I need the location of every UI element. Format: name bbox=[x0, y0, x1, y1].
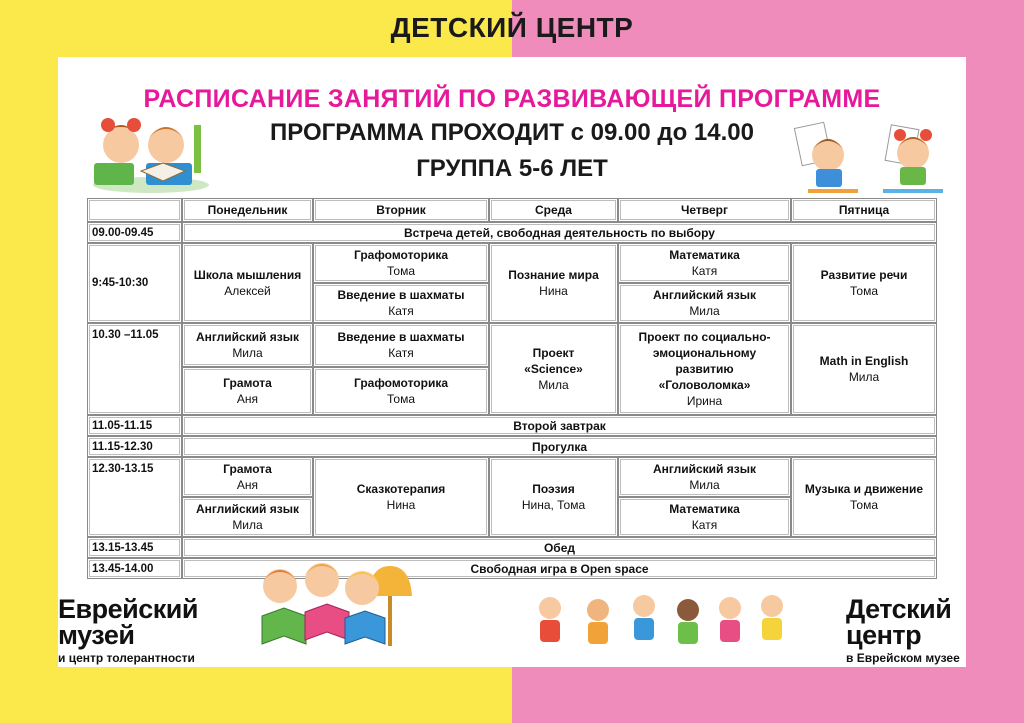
lesson-teacher: Ирина bbox=[686, 394, 723, 408]
lesson-teacher: Тома bbox=[850, 284, 878, 298]
lesson-title: Английский язык bbox=[196, 502, 299, 516]
schedule-hours: ПРОГРАММА ПРОХОДИТ с 09.00 до 14.00 bbox=[270, 119, 754, 146]
lesson-cell bbox=[489, 243, 618, 323]
lesson-teacher: Мила bbox=[232, 346, 263, 360]
common-activity-cell: Прогулка bbox=[182, 436, 937, 457]
lesson-teacher: Катя bbox=[691, 518, 718, 532]
lesson-teacher: Нина, Тома bbox=[521, 498, 586, 512]
lesson-cell bbox=[182, 367, 313, 415]
lesson-title: Графомоторика bbox=[353, 376, 449, 390]
kids-with-books-illustration bbox=[250, 556, 420, 664]
lesson-cell bbox=[182, 243, 313, 323]
day-header-wednesday: Среда bbox=[489, 198, 618, 222]
lesson-title: Музыка и движение bbox=[804, 482, 924, 496]
lesson-cell bbox=[182, 497, 313, 537]
lesson-title: Грамота bbox=[223, 462, 272, 476]
common-activity-cell: Встреча детей, свободная деятельность по выбору bbox=[182, 222, 937, 243]
logo-line: Еврейский bbox=[58, 594, 198, 624]
jewish-museum-logo bbox=[58, 596, 198, 665]
common-activity-cell: Обед bbox=[182, 537, 937, 558]
lesson-cell bbox=[313, 457, 489, 537]
lesson-title: Математика bbox=[669, 502, 740, 516]
lesson-teacher: Катя bbox=[388, 346, 414, 360]
time-cell: 12.30-13.15 bbox=[87, 457, 182, 537]
lesson-title: Английский язык bbox=[653, 288, 756, 302]
lesson-title: Познание мира bbox=[508, 268, 599, 282]
lesson-teacher: Алексей bbox=[224, 284, 271, 298]
logo-line: музей bbox=[58, 620, 135, 650]
kids-center-logo bbox=[846, 596, 960, 665]
lesson-title: Грамота bbox=[223, 376, 272, 390]
schedule-group: ГРУППА 5-6 ЛЕТ bbox=[416, 155, 608, 182]
lesson-teacher: Нина bbox=[539, 284, 568, 298]
lesson-cell bbox=[791, 243, 937, 323]
kids-drawing-illustration bbox=[788, 107, 958, 197]
lesson-teacher: Мила bbox=[689, 478, 720, 492]
lesson-cell bbox=[618, 323, 791, 415]
lesson-title: Английский язык bbox=[196, 330, 299, 344]
lesson-title: развитию bbox=[675, 362, 734, 376]
lesson-teacher: Катя bbox=[388, 304, 414, 318]
schedule-table bbox=[87, 198, 937, 579]
lesson-title: Поэзия bbox=[532, 482, 575, 496]
lesson-teacher: Мила bbox=[232, 518, 263, 532]
lesson-title: Развитие речи bbox=[820, 268, 908, 282]
lesson-cell bbox=[313, 367, 489, 415]
lesson-title: «Science» bbox=[524, 362, 583, 376]
lesson-cell bbox=[313, 323, 489, 367]
lesson-title: «Головоломка» bbox=[658, 378, 751, 392]
lesson-cell bbox=[618, 457, 791, 497]
lesson-teacher: Мила bbox=[538, 378, 569, 392]
day-header-monday: Понедельник bbox=[182, 198, 313, 222]
lesson-cell bbox=[313, 243, 489, 283]
lesson-title: Сказкотерапия bbox=[356, 482, 446, 496]
lesson-teacher: Тома bbox=[850, 498, 878, 512]
lesson-title: Проект по социально- bbox=[638, 330, 771, 344]
lesson-title: Английский язык bbox=[653, 462, 756, 476]
lesson-teacher: Мила bbox=[689, 304, 720, 318]
lesson-cell bbox=[618, 497, 791, 537]
lesson-title: Математика bbox=[669, 248, 740, 262]
kids-reading-illustration bbox=[86, 105, 216, 195]
lesson-cell bbox=[618, 243, 791, 283]
time-cell: 13.15-13.45 bbox=[87, 537, 182, 558]
lesson-cell bbox=[791, 323, 937, 415]
day-header-thursday: Четверг bbox=[618, 198, 791, 222]
lesson-title: эмоциональному bbox=[652, 346, 757, 360]
time-cell: 10.30 –11.05 bbox=[87, 323, 182, 415]
lesson-title: Графомоторика bbox=[353, 248, 449, 262]
header-corner-cell bbox=[87, 198, 182, 222]
lesson-title: Math in English bbox=[819, 354, 909, 368]
common-activity-cell: Свободная игра в Open space bbox=[182, 558, 937, 579]
time-cell: 11.15-12.30 bbox=[87, 436, 182, 457]
lesson-cell bbox=[489, 323, 618, 415]
lesson-title: Школа мышления bbox=[193, 268, 302, 282]
schedule-card bbox=[58, 57, 966, 667]
kids-row-illustration bbox=[520, 590, 810, 665]
time-cell: 9:45-10:30 bbox=[87, 243, 182, 323]
lesson-teacher: Катя bbox=[691, 264, 718, 278]
lesson-cell bbox=[489, 457, 618, 537]
common-activity-cell: Второй завтрак bbox=[182, 415, 937, 436]
time-cell: 11.05-11.15 bbox=[87, 415, 182, 436]
lesson-teacher: Аня bbox=[236, 392, 259, 406]
lesson-teacher: Аня bbox=[236, 478, 259, 492]
lesson-title: Введение в шахматы bbox=[337, 288, 465, 302]
lesson-teacher: Мила bbox=[848, 370, 880, 384]
lesson-cell bbox=[182, 323, 313, 367]
schedule-title: РАСПИСАНИЕ ЗАНЯТИЙ ПО РАЗВИВАЮЩЕЙ ПРОГРАММЕ bbox=[143, 85, 881, 113]
lesson-title: Введение в шахматы bbox=[337, 330, 465, 344]
logo-caption: и центр толерантности bbox=[58, 651, 195, 665]
logo-caption: в Еврейском музее bbox=[846, 651, 960, 665]
time-cell: 09.00-09.45 bbox=[87, 222, 182, 243]
day-header-friday: Пятница bbox=[791, 198, 937, 222]
lesson-cell bbox=[182, 457, 313, 497]
lesson-cell bbox=[791, 457, 937, 537]
logo-line: центр bbox=[846, 620, 922, 650]
lesson-cell bbox=[313, 283, 489, 323]
center-title: ДЕТСКИЙ ЦЕНТР bbox=[390, 12, 634, 43]
logo-line: Детский bbox=[846, 594, 952, 624]
lesson-cell bbox=[618, 283, 791, 323]
lesson-title: Проект bbox=[532, 346, 575, 360]
time-cell: 13.45-14.00 bbox=[87, 558, 182, 579]
lesson-teacher: Нина bbox=[386, 498, 416, 512]
lesson-teacher: Тома bbox=[387, 264, 415, 278]
day-header-tuesday: Вторник bbox=[313, 198, 489, 222]
lesson-teacher: Тома bbox=[387, 392, 415, 406]
